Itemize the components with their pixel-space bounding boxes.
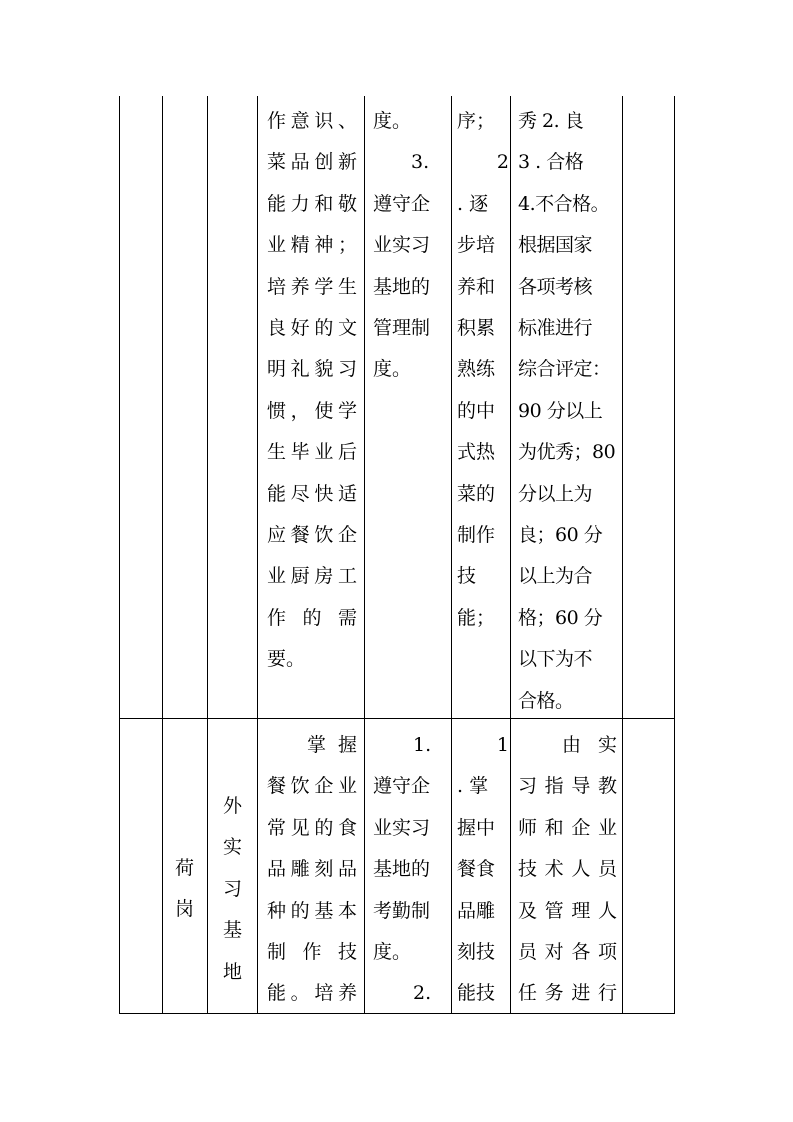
text-line: 90 分以上 [518,399,603,422]
text-line: 积累 [457,317,496,340]
text-line: 能。培养 [267,982,357,1005]
text-line: 地 [222,960,242,983]
text-line: 作意识、 [267,110,357,132]
text-line: 根据国家 [518,234,593,257]
text-line: 掌握 [307,734,357,756]
text-line: 师和企业 [518,816,617,839]
text-line: 考勤制 [373,899,431,922]
text-line: 由实 [562,734,617,756]
text-line: 4.不合格。 [518,192,610,215]
text-line: 应餐饮企 [267,524,357,547]
text-line: 度。 [373,110,412,132]
text-line: 业厨房工 [267,565,357,588]
text-line: 的中 [457,399,496,422]
table-col-divider-3 [257,96,258,1014]
text-line: 度。 [373,358,412,381]
text-line: 培养学生 [267,275,357,298]
text-line: 生毕业后 [267,441,357,464]
row1-col4-cell [267,101,357,681]
text-line: 综合评定： [518,358,611,381]
text-line: 能； [457,606,496,629]
text-line: 菜的 [457,482,496,505]
text-line: 2 [496,151,509,174]
text-line: 岗 [174,898,194,921]
text-line: 为优秀；80 [518,441,616,464]
table-col-divider-6 [510,96,511,1014]
text-line: 作 的 需 [267,606,357,629]
row1-col5-cell [373,101,448,391]
text-line: . 逐 [457,192,489,215]
text-line: 业精神； [267,234,357,257]
row2-col3-cell [208,786,257,993]
row2-col2-cell [163,848,206,931]
text-line: . 掌 [457,775,489,798]
text-line: 业实习 [373,234,431,257]
table-border-left [119,96,120,1014]
text-line: 以下为不 [518,648,593,671]
row2-col6-cell [457,725,509,1015]
text-line: 格；60 分 [518,606,603,629]
text-line: 遵守企 [373,192,431,215]
text-line: 业实习 [373,816,431,839]
text-line: 惯，使学 [267,399,357,422]
text-line: 员对各项 [518,941,617,964]
text-line: 合格。 [518,689,574,712]
text-line: 2. [413,982,432,1005]
text-line: 实 [222,836,242,859]
text-line: 序； [457,110,496,132]
text-line: 习 [222,877,242,900]
text-line: 标准进行 [518,317,593,340]
text-line: 各项考核 [518,275,593,298]
text-line: 菜品创新 [267,151,357,174]
text-line: 秀 2. 良 [518,110,584,132]
table-col-divider-7 [622,96,623,1014]
text-line: 常见的食 [267,816,357,839]
text-line: 基地的 [373,858,431,881]
text-line: 3 . 合格 [518,151,584,174]
text-line: 握中 [457,816,496,839]
row2-col7-cell [518,725,617,1015]
text-line: 1. [413,734,432,756]
text-line: 餐食 [457,858,496,881]
row2-col5-cell [373,725,448,1015]
table-border-right [674,96,675,1014]
text-line: 外 [222,795,242,817]
text-line: 品雕刻品 [267,858,357,881]
text-line: 制 作 技 [267,941,357,964]
table-col-divider-5 [451,96,452,1014]
row1-col7-cell [518,101,618,722]
text-line: 良；60 分 [518,524,603,547]
row2-col4-cell [267,725,357,1015]
text-line: 基 [222,919,242,942]
text-line: 熟练 [457,358,496,381]
text-line: 明礼貌习 [267,358,357,381]
text-line: 步培 [457,234,496,257]
text-line: 以上为合 [518,565,593,588]
text-line: 习指导教 [518,775,617,798]
text-line: 能技 [457,982,496,1005]
text-line: 品雕 [457,899,496,922]
text-line: 刻技 [457,941,496,964]
text-line: 荷 [174,857,194,879]
table-col-divider-4 [364,96,365,1014]
text-line: 度。 [373,941,412,964]
text-line: 3. [411,151,430,174]
text-line: 技 [457,565,477,588]
text-line: 遵守企 [373,775,431,798]
text-line: 能尽快适 [267,482,357,505]
text-line: 1 [496,734,509,756]
text-line: 管理制 [373,317,431,340]
text-line: 要。 [267,648,306,671]
text-line: 式热 [457,441,496,464]
text-line: 技术人员 [518,858,617,881]
text-line: 制作 [457,524,496,547]
text-line: 基地的 [373,275,431,298]
text-line: 餐饮企业 [267,775,357,798]
text-line: 及管理人 [518,899,617,922]
text-line: 良好的文 [267,317,357,340]
text-line: 养和 [457,275,496,298]
row1-col6-cell [457,101,509,639]
text-line: 能力和敬 [267,192,357,215]
text-line: 分以上为 [518,482,593,505]
text-line: 任务进行 [518,982,617,1005]
text-line: 种的基本 [267,899,357,922]
